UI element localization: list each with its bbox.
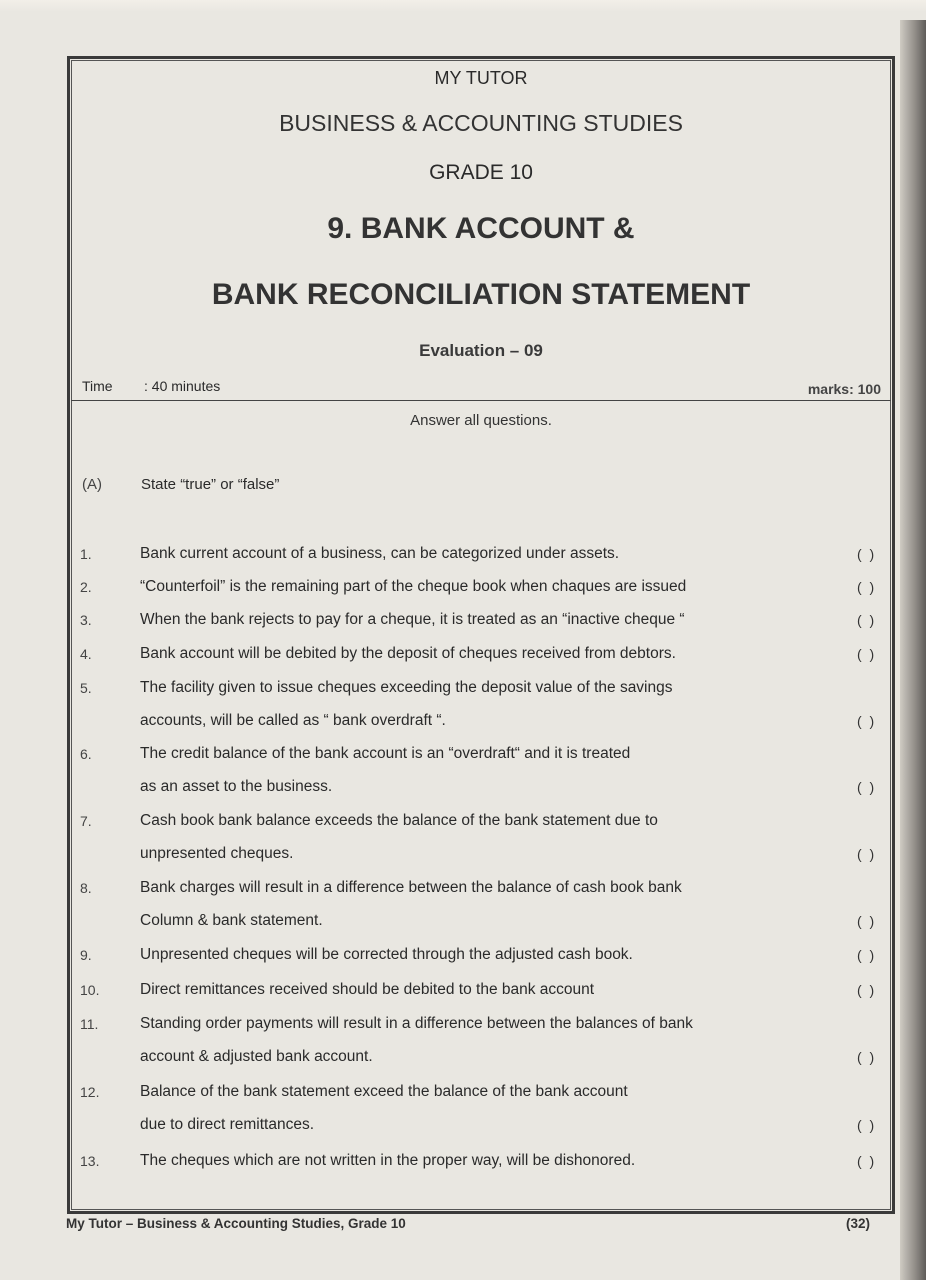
answer-bracket: ( )	[857, 546, 875, 562]
question-number: 12.	[80, 1084, 100, 1100]
book-page-edge	[900, 20, 926, 1280]
answer-bracket: ( )	[857, 1153, 875, 1169]
question-text-line: The credit balance of the bank account is an “overdraft“ and it is treated	[140, 745, 631, 762]
publisher-name: MY TUTOR	[434, 68, 528, 88]
question-text-line: Cash book bank balance exceeds the balance of the bank statement due to	[140, 812, 658, 829]
question-number: 8.	[80, 880, 92, 896]
time-value: : 40 minutes	[144, 378, 221, 394]
question-text-line: Unpresented cheques will be corrected through the adjusted cash book.	[140, 946, 633, 963]
section-label: (A)	[82, 476, 102, 493]
page-top-strip	[0, 0, 926, 12]
section-instruction: State “true” or “false”	[141, 476, 280, 493]
subject-title: BUSINESS & ACCOUNTING STUDIES	[279, 110, 683, 136]
question-text-line: unpresented cheques.	[140, 845, 294, 862]
answer-bracket: ( )	[857, 913, 875, 929]
answer-bracket: ( )	[857, 579, 875, 595]
header-divider	[71, 400, 891, 401]
question-text-line: Direct remittances received should be debited to the bank account	[140, 981, 595, 998]
answer-bracket: ( )	[857, 713, 875, 729]
question-text-line: account & adjusted bank account.	[140, 1048, 373, 1065]
question-text-line: Bank charges will result in a difference between the balance of cash book bank	[140, 879, 682, 896]
question-text-line: Balance of the bank statement exceed the balance of the bank account	[140, 1083, 628, 1100]
answer-bracket: ( )	[857, 1117, 875, 1133]
question-text-line: due to direct remittances.	[140, 1116, 315, 1133]
question-number: 7.	[80, 813, 92, 829]
question-text-line: Bank account will be debited by the deposit of cheques received from debtors.	[140, 645, 676, 662]
answer-bracket: ( )	[857, 982, 875, 998]
question-number: 4.	[80, 646, 92, 662]
footer-title: My Tutor – Business & Accounting Studies, Grade 10	[66, 1216, 406, 1231]
instruction-text: Answer all questions.	[410, 412, 552, 429]
question-number: 2.	[80, 579, 92, 595]
question-text-line: Standing order payments will result in a difference between the balances of bank	[140, 1015, 693, 1032]
question-text-line: accounts, will be called as “ bank overdraft “.	[140, 712, 446, 729]
answer-bracket: ( )	[857, 1049, 875, 1065]
answer-bracket: ( )	[857, 947, 875, 963]
question-number: 1.	[80, 546, 92, 562]
question-text-line: “Counterfoil” is the remaining part of the cheque book when chaques are issued	[140, 578, 687, 595]
answer-bracket: ( )	[857, 846, 875, 862]
question-number: 3.	[80, 612, 92, 628]
question-text-line: When the bank rejects to pay for a cheque, it is treated as an “inactive cheque “	[140, 611, 685, 628]
evaluation-number: Evaluation – 09	[419, 341, 543, 360]
question-number: 10.	[80, 982, 100, 998]
time-label: Time	[82, 378, 113, 394]
question-number: 5.	[80, 680, 92, 696]
question-number: 13.	[80, 1153, 100, 1169]
question-text-line: The facility given to issue cheques exceeding the deposit value of the savings	[140, 679, 673, 696]
page-number: (32)	[846, 1216, 871, 1231]
question-text-line: Column & bank statement.	[140, 912, 323, 929]
question-number: 6.	[80, 746, 92, 762]
total-marks: marks: 100	[807, 381, 881, 397]
answer-bracket: ( )	[857, 646, 875, 662]
question-text-line: Bank current account of a business, can be categorized under assets.	[140, 545, 620, 562]
question-number: 9.	[80, 947, 92, 963]
question-number: 11.	[80, 1016, 99, 1032]
answer-bracket: ( )	[857, 612, 875, 628]
question-text-line: The cheques which are not written in the proper way, will be dishonored.	[140, 1152, 636, 1169]
question-text-line: as an asset to the business.	[140, 778, 333, 795]
chapter-title-line1: 9. BANK ACCOUNT &	[327, 212, 635, 245]
answer-bracket: ( )	[857, 779, 875, 795]
grade-title: GRADE 10	[429, 161, 533, 184]
chapter-title-line2: BANK RECONCILIATION STATEMENT	[211, 278, 751, 311]
